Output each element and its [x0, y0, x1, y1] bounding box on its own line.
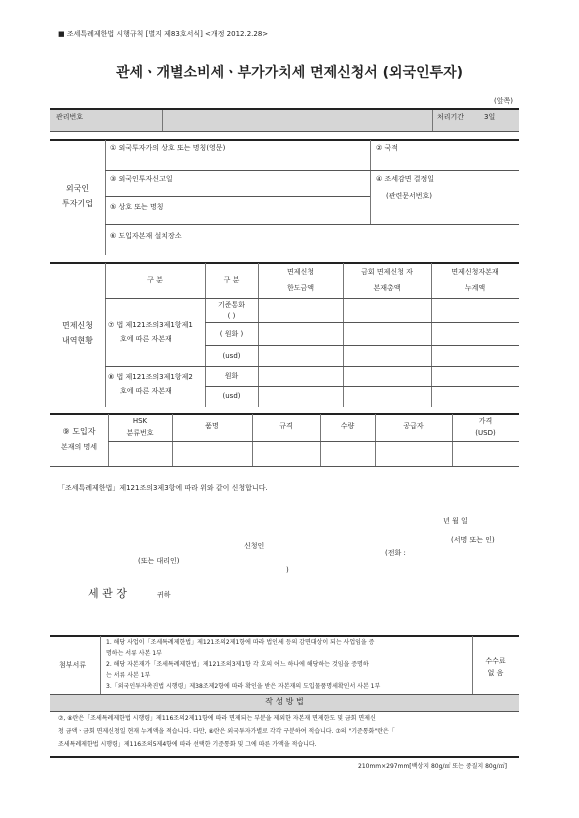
attachment-line-5: 3.「외국인투자촉진법 시행령」제38조제2항에 따라 확인을 받은 자본재의 도입물품명세확인서 사본 1부	[106, 683, 381, 690]
row7-label-2: 호에 따른 자본재	[120, 335, 172, 343]
exemption-header-category-1: 구 분	[147, 276, 163, 284]
fee-value: 없 음	[487, 669, 504, 677]
row8-label-1: ⑧ 법 제121조의3제1항제2	[108, 373, 193, 381]
foreign-investor-name-field[interactable]: ① 외국투자가의 상호 또는 명칭(영문)	[110, 144, 226, 152]
company-name-field[interactable]: ⑤ 상호 또는 명칭	[110, 203, 164, 211]
addressee-name: 세 관 장	[88, 587, 127, 600]
row7-label-1: ⑦ 법 제121조의3제1항제1	[108, 321, 193, 329]
howto-line-1: ⑦, ⑧란은「조세특례제한법 시행령」제116조의2제11항에 따라 면제되는 부분을 제외한 자본재 면제한도 및 금회 면제신	[58, 715, 376, 722]
fee-label: 수수료	[485, 657, 506, 665]
front-side-label: (앞쪽)	[494, 97, 513, 105]
addressee-suffix: 귀하	[157, 591, 171, 599]
exemption-header-cumulative-2: 누계액	[464, 284, 486, 292]
exemption-header-current-1: 금회 면제신청 자	[361, 268, 413, 276]
date-line[interactable]: 년 월 일	[443, 517, 468, 525]
row7-usd: (usd)	[222, 352, 241, 360]
goods-header-item: 품명	[205, 422, 219, 430]
exemption-section-label-2: 내역현황	[62, 336, 93, 345]
howto-line-2: 청 금액ㆍ금회 면제신청일 현재 누계액을 적습니다. 다만, ⑧란은 외국투자가별로 각각 구분하여 적습니다. ⑦의 "기준통화"란은「	[58, 728, 395, 735]
processing-period-label: 처리기간	[437, 113, 465, 121]
investment-report-date-field[interactable]: ③ 외국인투자신고일	[110, 175, 173, 183]
paper-size-footer: 210mm×297mm[백상지 80g/㎡ 또는 중질지 80g/㎡]	[358, 763, 507, 770]
page-title: 관세ㆍ개별소비세ㆍ부가가치세 면제신청서 (외국인투자)	[115, 65, 464, 81]
processing-period-value: 3일	[484, 113, 496, 121]
row7-krw: ( 원화 )	[219, 330, 244, 338]
attachment-line-2: 명하는 서류 사본 1부	[106, 650, 162, 657]
attachment-line-3: 2. 해당 자본재가「조세특례제한법」제121조의3제1항 각 호의 어느 하나에 해당하는 것임을 증명하	[106, 661, 369, 668]
exemption-header-limit-1: 면제신청	[286, 268, 315, 276]
signature-or-seal: (서명 또는 인)	[451, 536, 495, 544]
goods-section-label-2: 본재의 명세	[60, 443, 98, 451]
goods-header-hsk-1: HSK	[132, 417, 148, 425]
related-document-number-label: (관련문서번호)	[386, 192, 433, 200]
form-header-note: ■ 조세특례제한법 시행규칙 [별지 제83호서식] <개정 2012.2.28>	[58, 30, 269, 38]
exemption-section-label-1: 면제신청	[62, 321, 93, 330]
tax-reduction-decision-date-field[interactable]: ④ 조세감면 결정일	[376, 175, 435, 183]
goods-section-label-1: ⑨ 도입자	[62, 427, 96, 436]
proxy-label: (또는 대리인)	[138, 557, 180, 565]
goods-header-spec: 규격	[279, 422, 293, 430]
goods-header-price-2: (USD)	[475, 429, 496, 437]
goods-header-hsk-2: 분류번호	[126, 429, 154, 437]
management-number-label: 관리번호	[56, 113, 84, 121]
attachment-line-1: 1. 해당 사업이「조세특례제한법」제121조의2제1항에 따라 법인세 등의 감면대상이 되는 사업임을 증	[106, 639, 375, 646]
attachment-line-4: 는 서류 사본 1부	[106, 672, 151, 679]
phone-label[interactable]: (전화 :	[385, 549, 406, 557]
application-statement: 「조세특례제한법」제121조의3제3항에 따라 위와 같이 신청합니다.	[58, 484, 268, 492]
applicant-label[interactable]: 신청인	[244, 542, 265, 550]
attachments-label: 첨부서류	[59, 661, 87, 669]
row8-krw: 원화	[224, 372, 239, 380]
investor-section-label-1: 외국인	[65, 184, 90, 193]
exemption-header-limit-2: 한도금액	[286, 284, 315, 292]
row7-base-currency-paren: ( )	[227, 312, 236, 320]
row8-usd: (usd)	[222, 392, 241, 400]
goods-header-price-1: 가격	[478, 417, 493, 425]
nationality-field[interactable]: ② 국적	[376, 144, 399, 152]
goods-header-qty: 수량	[340, 422, 355, 430]
installation-site-field[interactable]: ⑥ 도입자본재 설치장소	[110, 232, 182, 240]
exemption-header-cumulative-1: 면제신청자본재	[451, 268, 499, 276]
howto-line-3: 조세특례제한법 시행령」제116조의5제4항에 따라 선택한 기준통화 및 그에 따른 가액을 적습니다.	[58, 741, 317, 748]
exemption-header-category-2: 구 분	[223, 276, 240, 284]
investor-section-label-2: 투자기업	[62, 199, 93, 208]
phone-close: )	[286, 566, 289, 574]
row8-label-2: 호에 따른 자본재	[120, 387, 172, 395]
row7-base-currency: 기준통화	[217, 301, 246, 309]
howto-title: 작 성 방 법	[265, 697, 304, 706]
goods-header-supplier: 공급자	[403, 422, 424, 430]
exemption-header-current-2: 본재총액	[373, 284, 401, 292]
